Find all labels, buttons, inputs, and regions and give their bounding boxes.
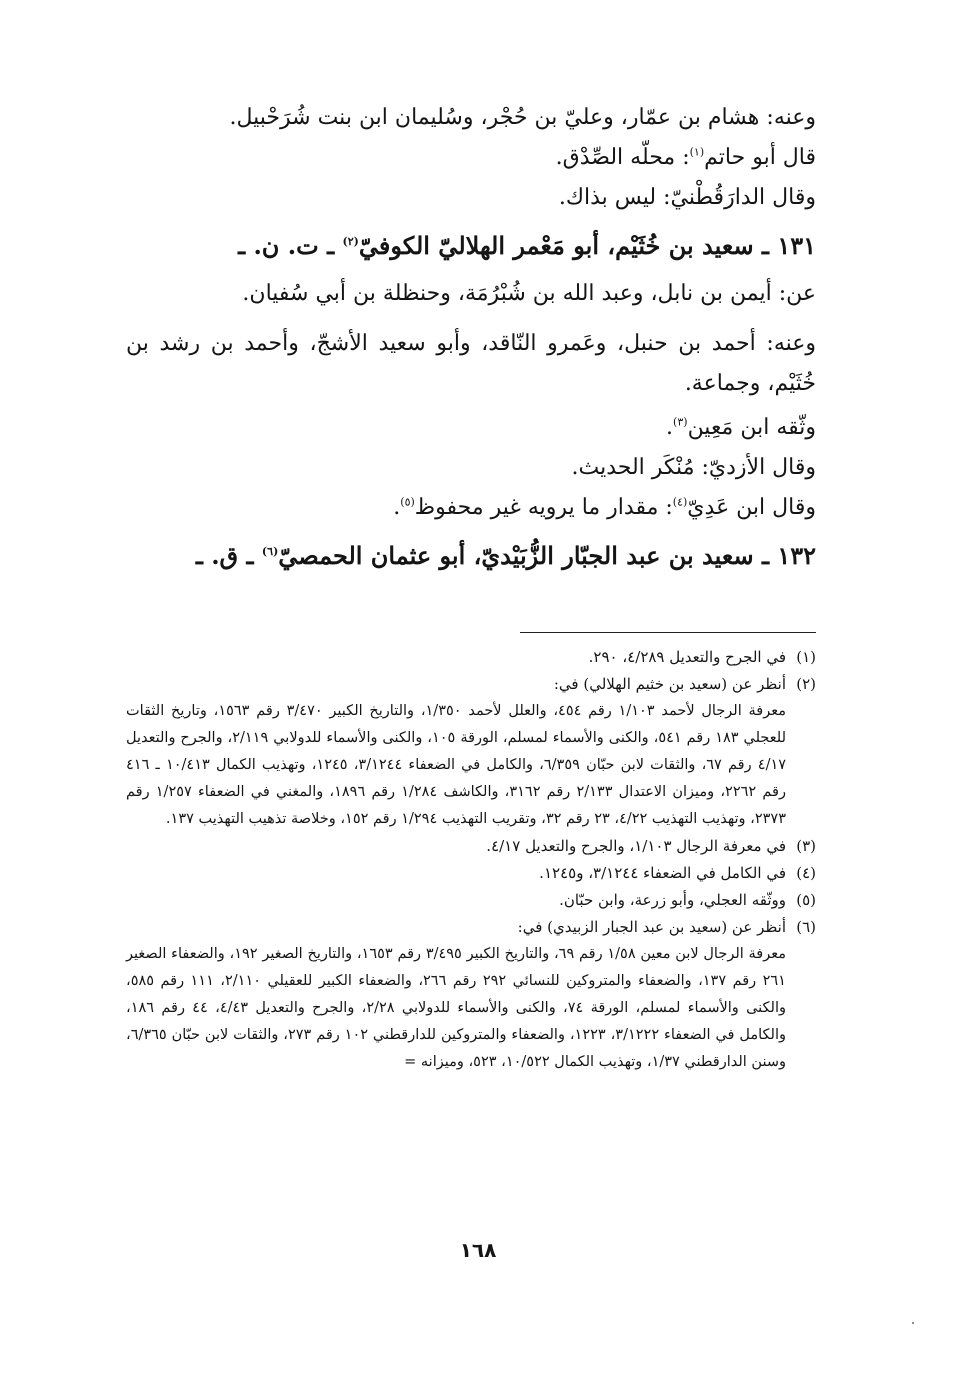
abu-hatim-line: قال أبو حاتم$^{(١)}$: محلّه الصِّدْق. [555, 145, 816, 170]
footnote-text: أنظر عن (سعيد بن خثيم الهلالي) في: [553, 675, 786, 693]
footnote-4 [126, 860, 816, 887]
footnote-text: أنظر عن (سعيد بن عبد الجبار الزبيدي) في: [517, 918, 786, 936]
footnote-6 [126, 914, 816, 1076]
footnote-ref-5: (٥) [400, 495, 415, 509]
footnote-number: (٢) [796, 675, 816, 693]
footnote-text: ووثّقه العجلي، وأبو زرعة، وابن حبّان. [559, 891, 786, 909]
footnote-sources: معرفة الرجال لأحمد ١/١٠٣ رقم ٤٥٤، والعلل لأحمد ١/٣٥٠، والتاريخ الكبير ٣/٤٧٠ رقم ١٥٦٣، وتاريخ الثقات للعجلي ١٨٣ رقم ٥٤١، والكنى والأسماء لمسلم، الورقة ١٠٥، والكنى والأسماء للدولابي ٢/١١٩، والجرح والتعديل ٤/١٧ رقم ٦٧، والثقات لابن حبّان ٦/٣٥٩، والكامل في الضعفاء ٣/١٢٤٤، ١٢٤٥، وتهذيب الكمال ١٠/٤١٣ ـ ٤١٦ رقم ٢٢٦٢، وميزان الاعتدال ٢/١٣٣ رقم ٣١٦٢، والكاشف ١/٢٨٤ رقم ١٨٩٦، والمغني في الضعفاء ١/٢٥٧ رقم ٢٣٧٣، وتهذيب التهذيب ٤/٢٢، ٢٣ رقم ٣٢، وتقريب التهذيب ١/٢٩٤ رقم ١٥٢، وخلاصة تذهيب التهذيب ١٣٧. [126, 703, 787, 827]
footnote-ref-2: (٢) [342, 235, 359, 248]
daraqutni-line: وقال الدارَقُطْنيّ: ليس بذاك. [558, 185, 816, 210]
footnote-text: في الكامل في الضعفاء ٣/١٢٤٤، و١٢٤٥. [539, 864, 786, 882]
footnote-ref-6: (٦) [261, 545, 279, 558]
footnote-ref-4: (٤) [672, 495, 688, 509]
footnote-number: (٥) [796, 891, 816, 909]
entry-132-heading: ١٣٢ ـ سعيد بن عبد الجبّار الزُّبَيْديّ، أبو عثمان الحمصيّ$^{(٦)}$ ـ ق. ـ [195, 541, 816, 570]
entry-131-heading: ١٣١ ـ سعيد بن خُثَيْم، أبو مَعْمر الهلاليّ الكوفيّ$^{(٢)}$ ـ ت. ن. ـ [238, 231, 816, 260]
footnote-number: (٦) [796, 918, 816, 936]
footnote-2 [126, 671, 816, 833]
narrators-from-line: وعنه: هشام بن عمّار، وعليّ بن حُجْر، وسُليمان ابن بنت شُرَحْبيل. [229, 105, 816, 130]
main-text [126, 98, 816, 584]
footnote-number: (٣) [796, 837, 816, 855]
footnote-separator [520, 632, 816, 633]
ibn-adi-line: وقال ابن عَدِيّ$^{(٤)}$: مقدار ما يرويه غير محفوظ$^{(٥)}$. [393, 495, 816, 520]
footnote-1 [126, 644, 816, 671]
scan-speck [912, 1322, 914, 1324]
entry-131-students: وعنه: أحمد بن حنبل، وعَمرو النّاقد، وأبو سعيد الأشجّ، وأحمد بن رشد بن خُثَيْم، وجماعة. [126, 331, 816, 396]
footnote-ref-1: (١) [689, 145, 705, 159]
azdi-line: وقال الأزديّ: مُنْكَر الحديث. [571, 455, 816, 480]
ibn-main-line: وثّقه ابن مَعِين$^{(٣)}$. [666, 415, 816, 440]
footnote-5 [126, 887, 816, 914]
footnote-text: في الجرح والتعديل ٤/٢٨٩، ٢٩٠. [588, 648, 786, 666]
footnote-number: (١) [796, 648, 816, 666]
footnote-text: في معرفة الرجال ١/١٠٣، والجرح والتعديل ٤/١٧. [486, 837, 786, 855]
footnote-ref-3: (٣) [673, 415, 688, 429]
footnotes [126, 644, 816, 1076]
entry-131-from-line: عن: أيمن بن نابل، وعبد الله بن شُبْرُمَة، وحنظلة بن أبي سُفيان. [242, 281, 816, 306]
footnote-sources: معرفة الرجال لابن معين ١/٥٨ رقم ٦٩، والتاريخ الكبير ٣/٤٩٥ رقم ١٦٥٣، والتاريخ الصغير ١٩٢، والضعفاء الصغير ٢٦١ رقم ١٣٧، والضعفاء والمتروكين للنسائي ٢٩٢ رقم ٢٦٦، والضعفاء الكبير للعقيلي ٢/١١٠، ١١١ رقم ٥٨٥، والكنى والأسماء لمسلم، الورقة ٧٤، والكنى والأسماء للدولابي ٢/٢٨، والجرح والتعديل ٤/٤٣، ٤٤ رقم ١٨٦، والكامل في الضعفاء ٣/١٢٢٢، ١٢٢٣، والضعفاء والمتروكين للدارقطني ١٠٢ رقم ٢٧٣، والثقات لابن حبّان ٦/٣٦٥، وسنن الدارقطني ١/٣٧، وتهذيب الكمال ١٠/٥٢٢، ٥٢٣، وميزانه = [126, 946, 787, 1070]
page-number: ١٦٨ [459, 1238, 497, 1262]
footnote-number: (٤) [796, 864, 816, 882]
footnote-3 [126, 833, 816, 860]
